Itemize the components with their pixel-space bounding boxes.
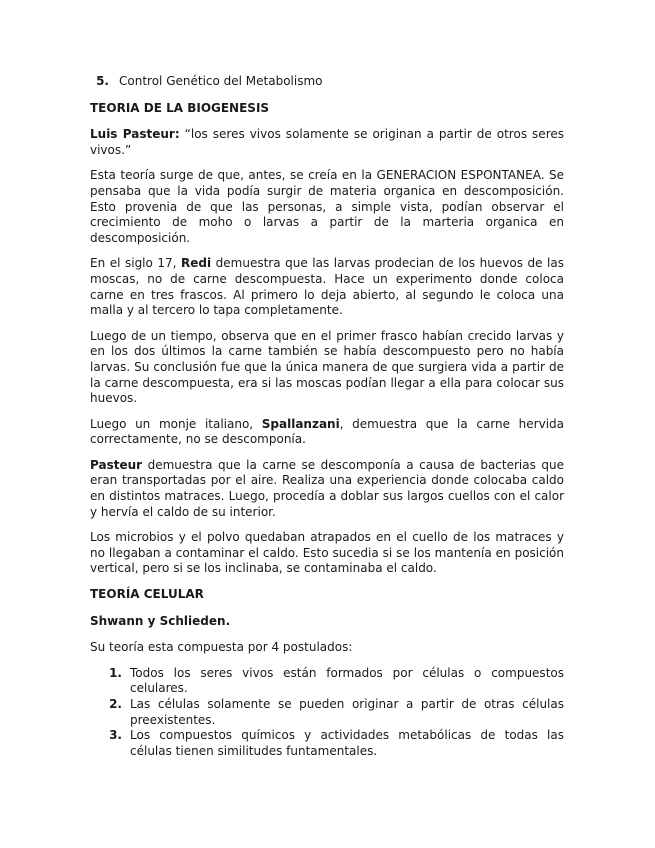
paragraph-postulados-intro: Su teoría esta compuesta por 4 postulados: <box>90 640 353 655</box>
list-item <box>90 697 564 728</box>
paragraph-redi-conclusion: Luego de un tiempo, observa que en el primer frasco habían crecido larvas y en los dos últimos la carne también se había descompuesto pero no había larvas. Su conclusión fue que la única manera de que surgiera vida a partir de la carne descompuesta, era si las moscas podían llegar a ella para colocar sus huevos. <box>90 328 564 406</box>
name-redi: Redi <box>181 256 212 271</box>
list-number: 3. <box>109 728 122 743</box>
list-number: 2. <box>109 697 122 711</box>
name-pasteur-2: Pasteur <box>90 457 143 472</box>
list-item <box>90 666 564 697</box>
list-item <box>90 728 564 759</box>
paragraph-redi: En el siglo 17, Redi demuestra que las larvas prodecian de los huevos de las moscas, no de carne descompuesta. Hace un experimento donde coloca carne en tres frascos. Al primero lo deja abierto, al segundo le coloca una malla y al tercero lo tapa completamente. <box>90 256 564 318</box>
subheading-authors: Shwann y Schlieden. <box>90 613 231 628</box>
paragraph-spallanzani: Luego un monje italiano, Spallanzani, demuestra que la carne hervida correctamente, no se descomponía. <box>90 416 565 447</box>
list-text: Las células solamente se pueden originar a partir de otras células preexistentes. <box>130 697 564 727</box>
list-text: Todos los seres vivos están formados por células o compuestos celulares. <box>130 665 564 696</box>
list-text: Los compuestos químicos y actividades metabólicas de todas las células tienen similitudes funtamentales. <box>130 728 564 758</box>
document-body <box>90 74 564 759</box>
section-heading-celular: TEORÍA CELULAR <box>90 587 204 602</box>
paragraph-pasteur-quote: Luis Pasteur: “los seres vivos solamente se originan a partir de otros seres vivos.” <box>90 127 564 157</box>
name-spallanzani: Spallanzani <box>261 416 340 431</box>
paragraph-microbios: Los microbios y el polvo quedaban atrapados en el cuello de los matraces y no llegaban a contaminar el caldo. Esto sucedia si se los mantenía en posición vertical, pero si se los inclinaba, se contaminaba el caldo. <box>90 530 564 576</box>
name-pasteur: Luis Pasteur: <box>90 127 180 142</box>
section-heading-biogenesis: TEORIA DE LA BIOGENESIS <box>90 100 270 115</box>
paragraph-pasteur-experiment: Pasteur demuestra que la carne se descomponía a causa de bacterias que eran transportadas por el aire. Realiza una experiencia donde colocaba caldo en distintos matraces. Luego, procedía a doblar sus largos cuellos con el calor y hervía el caldo de su interior. <box>90 457 564 519</box>
list-text: Control Genético del Metabolismo <box>119 74 323 88</box>
list-item-5 <box>90 74 564 90</box>
list-number: 5. <box>96 74 109 88</box>
list-number: 1. <box>109 665 122 680</box>
postulates-list <box>90 666 564 760</box>
paragraph-generacion-espontanea: Esta teoría surge de que, antes, se creía en la GENERACION ESPONTANEA. Se pensaba que la vida podía surgir de materia organica en descomposición. Esto provenia de que las personas, a simple vista, podían observar el crecimiento de moho o larvas a partir de la marteria organica en descomposición. <box>90 168 564 245</box>
